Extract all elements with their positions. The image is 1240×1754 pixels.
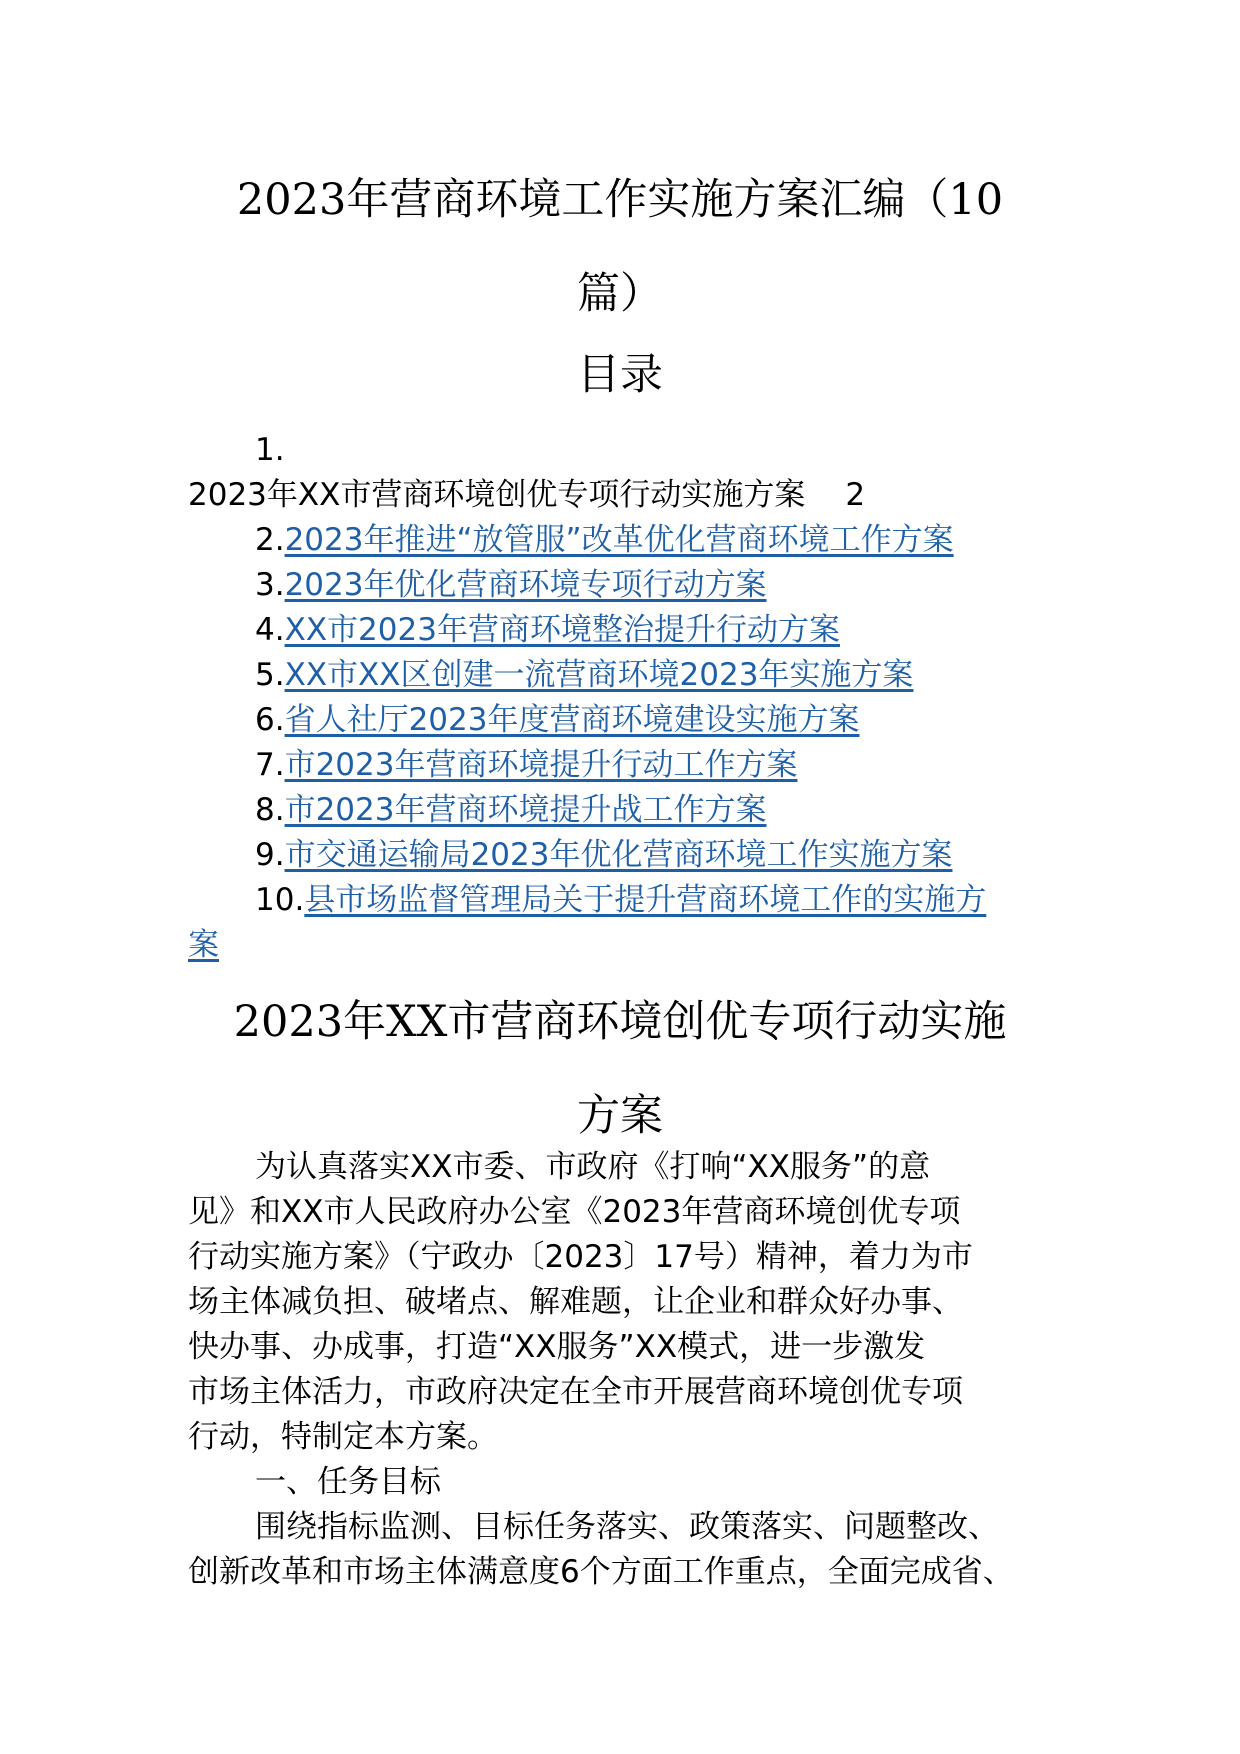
toc-item-5[interactable] (188, 653, 1068, 698)
toc-item-10-continued[interactable] (188, 923, 1068, 968)
toc-link-9[interactable]: 市交通运输局2023年优化营商环境工作实施方案 (284, 837, 953, 873)
toc-item-number: 7. (255, 747, 285, 783)
toc-link-10-line2[interactable]: 案 (188, 927, 219, 963)
toc-item-number: 9. (255, 837, 285, 873)
toc-item-1-number: 1. (255, 432, 285, 468)
paragraph-2 (188, 1505, 1064, 1595)
paragraph-line: 行动，特制定本方案。 (188, 1419, 498, 1455)
paragraph-1 (188, 1145, 1064, 1460)
toc-item-number: 10. (255, 882, 305, 918)
toc-item-number: 5. (255, 657, 285, 693)
toc-item-8[interactable] (188, 788, 1068, 833)
toc-item-1-title[interactable]: 2023年XX市营商环境创优专项行动实施方案 (188, 477, 806, 513)
article-title-line2: 方案 (577, 1091, 663, 1141)
toc-item-7[interactable] (188, 743, 1068, 788)
toc-link-6[interactable]: 省人社厅2023年度营商环境建设实施方案 (284, 702, 860, 738)
article-title (180, 975, 1060, 1163)
toc-item-number: 6. (255, 702, 285, 738)
article-body (188, 1145, 1064, 1595)
paragraph-line: 创新改革和市场主体满意度6个方面工作重点，全面完成省、 (188, 1554, 1014, 1590)
paragraph-line: 快办事、办成事，打造“XX服务”XX模式，进一步激发 (188, 1329, 926, 1365)
toc-link-7[interactable]: 市2023年营商环境提升行动工作方案 (284, 747, 798, 783)
toc-item-4[interactable] (188, 608, 1068, 653)
document-title-line1: 2023年营商环境工作实施方案汇编（10 (236, 175, 1004, 225)
toc-item-3[interactable] (188, 563, 1068, 608)
toc-item-1-page-number: 2 (845, 477, 866, 513)
paragraph-line: 市场主体活力，市政府决定在全市开展营商环境创优专项 (188, 1374, 963, 1410)
toc-item-number: 3. (255, 567, 285, 603)
toc-item-9[interactable] (188, 833, 1068, 878)
section-heading-1: 一、任务目标 (255, 1464, 441, 1500)
table-of-contents (188, 428, 1068, 968)
document-title (180, 153, 1060, 341)
toc-item-1[interactable] (188, 473, 1068, 518)
paragraph-line: 为认真落实XX市委、市政府《打响“XX服务”的意 (255, 1149, 931, 1185)
toc-item-10[interactable] (188, 878, 1068, 923)
document-title-line2: 篇） (577, 269, 663, 319)
toc-item-6[interactable] (188, 698, 1068, 743)
toc-item-number: 8. (255, 792, 285, 828)
paragraph-line: 围绕指标监测、目标任务落实、政策落实、问题整改、 (255, 1509, 999, 1545)
toc-item-2[interactable] (188, 518, 1068, 563)
toc-link-4[interactable]: XX市2023年营商环境整治提升行动方案 (284, 612, 840, 648)
toc-link-10[interactable]: 县市场监督管理局关于提升营商环境工作的实施方 (304, 882, 987, 918)
toc-heading: 目录 (577, 350, 663, 400)
article-title-line1: 2023年XX市营商环境创优专项行动实施 (233, 997, 1007, 1047)
toc-link-5[interactable]: XX市XX区创建一流营商环境2023年实施方案 (284, 657, 914, 693)
toc-item-number: 4. (255, 612, 285, 648)
toc-link-2[interactable]: 2023年推进“放管服”改革优化营商环境工作方案 (284, 522, 954, 558)
paragraph-line: 场主体减负担、破堵点、解难题，让企业和群众好办事、 (188, 1284, 963, 1320)
toc-link-8[interactable]: 市2023年营商环境提升战工作方案 (284, 792, 767, 828)
toc-item-number: 2. (255, 522, 285, 558)
paragraph-line: 行动实施方案》（宁政办〔2023〕17号）精神，着力为市 (188, 1239, 973, 1275)
toc-link-3[interactable]: 2023年优化营商环境专项行动方案 (284, 567, 767, 603)
paragraph-line: 见》和XX市人民政府办公室《2023年营商环境创优专项 (188, 1194, 961, 1230)
